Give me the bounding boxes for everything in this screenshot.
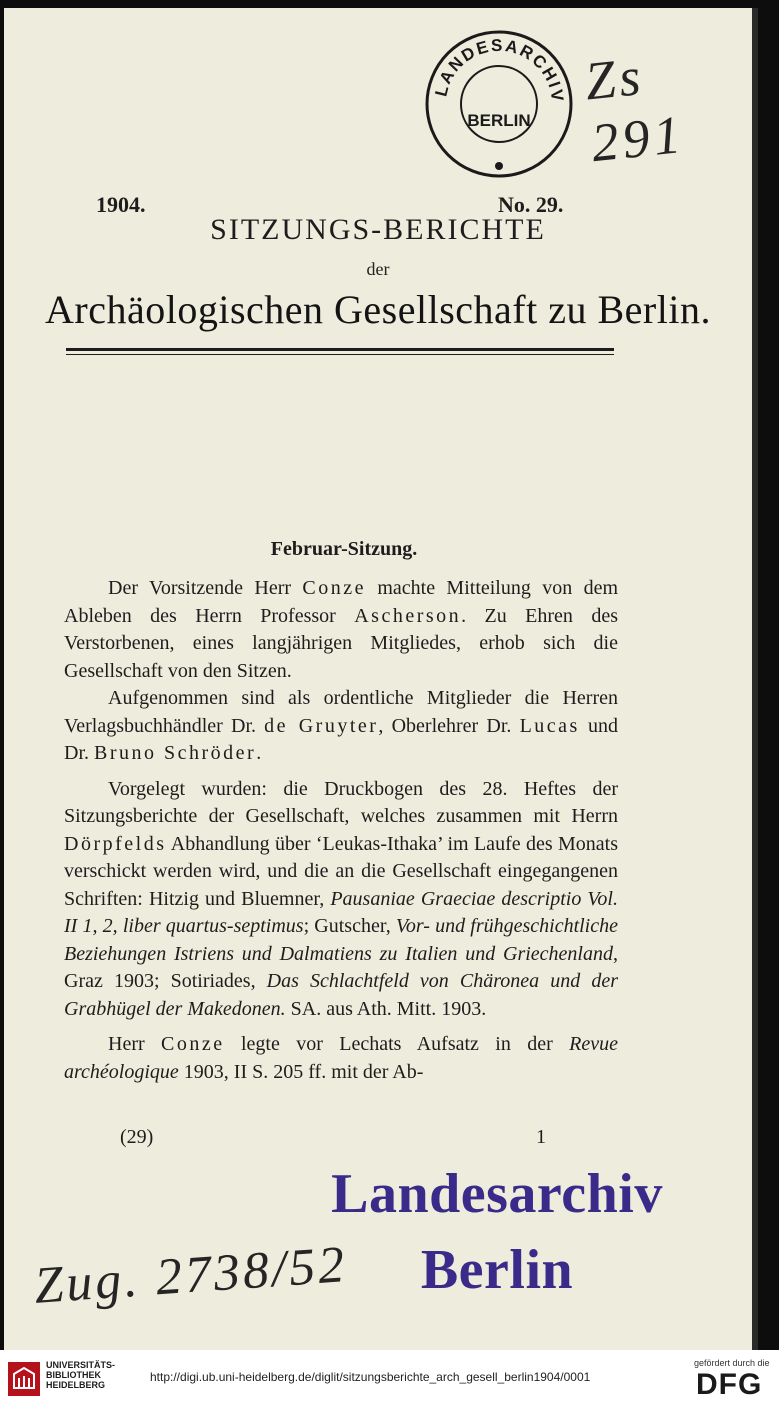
title-rule-thick — [66, 348, 614, 351]
title-rule-thin — [66, 354, 614, 355]
issue-number: No. 29. — [498, 192, 564, 217]
stamp-dot — [495, 162, 503, 170]
viewer-footer — [0, 1350, 779, 1408]
year: 1904. — [96, 192, 146, 217]
society-name: Archäologischen Gesellschaft zu Berlin. — [45, 287, 711, 332]
handwritten-accession: Zug. 2738/52 — [32, 1236, 349, 1315]
funding-caption: gefördert durch die — [694, 1358, 770, 1368]
stamp-ring-text: LANDESARCHIV — [431, 35, 568, 105]
handwritten-shelfmark: Zs 291 — [582, 45, 688, 174]
page-edge — [752, 8, 758, 1350]
stamp-line-1: Landesarchiv — [331, 1163, 663, 1225]
stamp-line-2: Berlin — [420, 1239, 574, 1301]
section-heading: Februar-Sitzung. — [270, 538, 418, 560]
dfg-logo: DFG — [696, 1368, 763, 1401]
signature-mark: (29) — [120, 1126, 154, 1148]
page-number: 1 — [536, 1126, 546, 1148]
paragraph-4: Herr Conze legte vor Lechats Aufsatz in der Revue archéologique 1903, II S. 205 ff. mit der Ab- — [64, 1033, 618, 1083]
title-connector: der — [366, 259, 390, 279]
archive-stamp — [424, 14, 574, 184]
archive-ink-stamp — [322, 1156, 672, 1308]
stamp-center-text: BERLIN — [467, 111, 531, 130]
body-text — [64, 575, 618, 1086]
library-logo-icon — [8, 1362, 40, 1396]
source-url-link[interactable]: http://digi.ub.uni-heidelberg.de/diglit/sitzungsberichte_arch_gesell_berlin1904/0001 — [150, 1370, 591, 1384]
library-name: UNIVERSITÄTS- BIBLIOTHEK HEIDELBERG — [46, 1360, 116, 1390]
paragraph-2: Aufgenommen sind als ordentliche Mitglieder die Herren Verlagsbuchhändler Dr. de Gruyter, Oberlehrer Dr. Lucas und Dr. Bruno Schröder. — [64, 687, 618, 764]
page-title: SITZUNGS-BERICHTE — [210, 213, 546, 246]
paragraph-1: Der Vorsitzende Herr Conze machte Mitteilung von dem Ableben des Herrn Professor Ascherson. Zu Ehren des Verstorbenen, eines langjährigen Mitgliedes, erhob sich die Gesellschaft von den Sitzen. — [64, 577, 619, 682]
document-page — [4, 8, 752, 1350]
paragraph-3: Vorgelegt wurden: die Druckbogen des 28. Heftes der Sitzungsberichte der Gesellschaft, welches zusammen mit Herrn Dörpfelds Abhandlung über ‘Leukas-Ithaka’ im Laufe des Monats verschickt werden wird, und die an die Gesellschaft eingegangenen Schriften: Hitzig und Bluemner, Pausaniae Graeciae descriptio Vol. II 1, 2, liber quartus-septimus; Gutscher, Vor- und frühgeschichtliche Beziehungen Istriens und Dalmatiens zu Italien und Griechenland, Graz 1903; Sotiriades, Das Schlachtfeld von Chäronea und der Grabhügel der Makedonen. SA. aus Ath. Mitt. 1903. — [64, 777, 618, 1020]
